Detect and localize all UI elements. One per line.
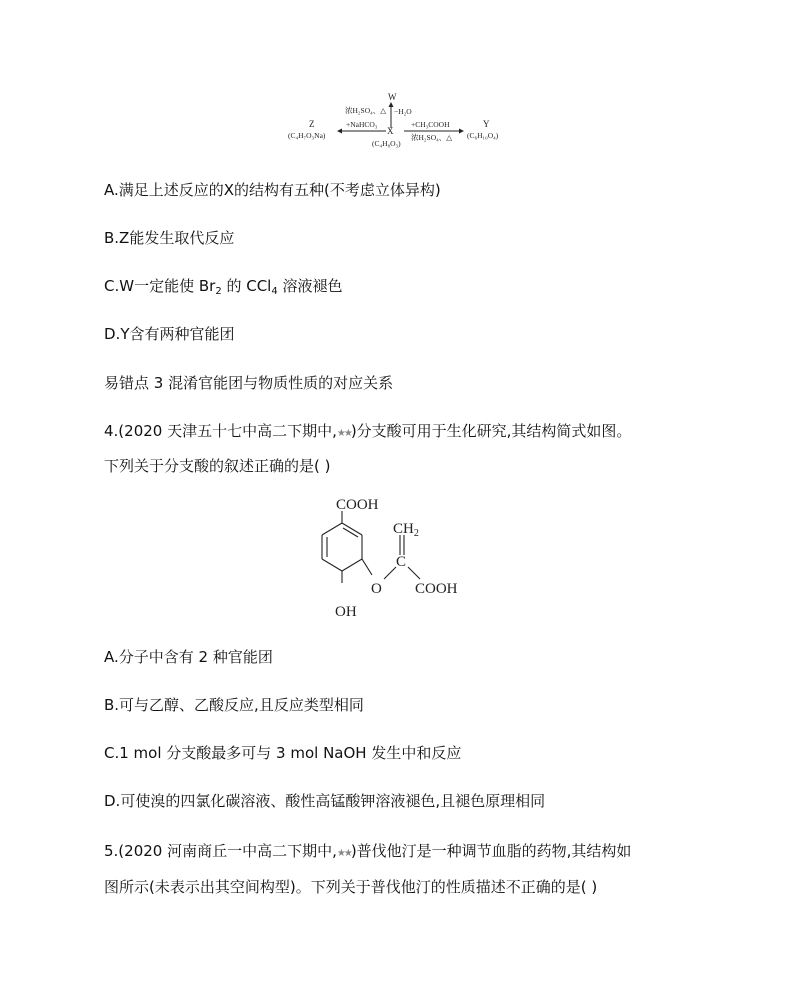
q3-c-text-1: C.W一定能使 Br	[104, 277, 216, 295]
bond	[408, 567, 420, 579]
chorismic-acid-structure	[0, 495, 794, 625]
q3-option-a: A.满足上述反应的X的结构有五种(不考虑立体异构)	[104, 181, 441, 199]
scheme-z: Z	[309, 119, 315, 129]
bond	[322, 523, 342, 535]
left-condition: +NaHCO₃	[346, 120, 378, 129]
scheme-y: Y	[483, 119, 490, 129]
y-formula: (C₆H₁₀O₄)	[467, 131, 499, 140]
z-formula: (C₄H₇O₃Na)	[288, 131, 326, 140]
ch2-text: CH	[393, 521, 414, 537]
difficulty-stars: ★★	[336, 848, 351, 859]
q3-c-sub-2: 4	[271, 286, 278, 297]
difficulty-stars: ★★	[336, 428, 351, 439]
x-formula: (C₄H₈O₃)	[372, 139, 401, 148]
q3-option-c	[104, 276, 343, 302]
q3-option-d: D.Y含有两种官能团	[104, 325, 235, 343]
label-cooh-top: COOH	[336, 497, 379, 513]
q4-option-d: D.可使溴的四氯化碳溶液、酸性高锰酸钾溶液褪色,且褪色原理相同	[104, 792, 546, 810]
label-oh: OH	[335, 604, 357, 620]
bond	[342, 559, 362, 571]
label-o: O	[371, 581, 382, 597]
q5-stem-a: 5.(2020 河南商丘一中高二下期中,	[104, 842, 337, 860]
q3-option-b: B.Z能发生取代反应	[104, 229, 235, 247]
up-minus-water: −H₂O	[394, 107, 412, 116]
arrow-up-head	[389, 102, 394, 107]
label-ch2	[393, 521, 419, 539]
q3-c-text-3: 溶液褪色	[277, 277, 343, 295]
q4-stem-b: )分支酸可用于生化研究,其结构简式如图。	[350, 422, 632, 440]
q4-option-a: A.分子中含有 2 种官能团	[104, 648, 273, 666]
q5-stem-line1	[104, 841, 631, 864]
right-condition-top: +CH₃COOH	[411, 120, 450, 129]
q4-option-b: B.可与乙醇、乙酸反应,且反应类型相同	[104, 696, 364, 714]
q4-stem-line1	[104, 421, 631, 444]
section-heading: 易错点 3 混淆官能团与物质性质的对应关系	[104, 374, 394, 392]
arrow-right-head	[459, 129, 464, 134]
right-condition-bottom: 浓H₂SO₄、△	[411, 133, 453, 142]
q4-stem-a: 4.(2020 天津五十七中高二下期中,	[104, 422, 337, 440]
q4-stem-line2: 下列关于分支酸的叙述正确的是( )	[104, 457, 331, 475]
q5-stem-line2: 图所示(未表示出其空间构型)。下列关于普伐他汀的性质描述不正确的是( )	[104, 878, 598, 896]
q4-option-c: C.1 mol 分支酸最多可与 3 mol NaOH 发生中和反应	[104, 744, 462, 762]
ch2-sub: 2	[413, 528, 419, 539]
bond	[322, 559, 342, 571]
label-cooh-right: COOH	[415, 581, 458, 597]
arrow-left-head	[337, 129, 342, 134]
q5-stem-b: )普伐他汀是一种调节血脂的药物,其结构如	[350, 842, 632, 860]
q3-c-text-2: 的 CCl	[221, 277, 272, 295]
scheme-w: W	[388, 92, 397, 102]
up-condition: 浓H₂SO₄、△	[345, 106, 387, 115]
double-bond	[343, 528, 358, 537]
reaction-scheme	[0, 0, 794, 160]
bond	[362, 559, 372, 575]
label-c: C	[396, 554, 407, 570]
scheme-x: X	[387, 126, 394, 136]
q3-c-sub-1: 2	[215, 286, 222, 297]
bond	[384, 567, 396, 579]
